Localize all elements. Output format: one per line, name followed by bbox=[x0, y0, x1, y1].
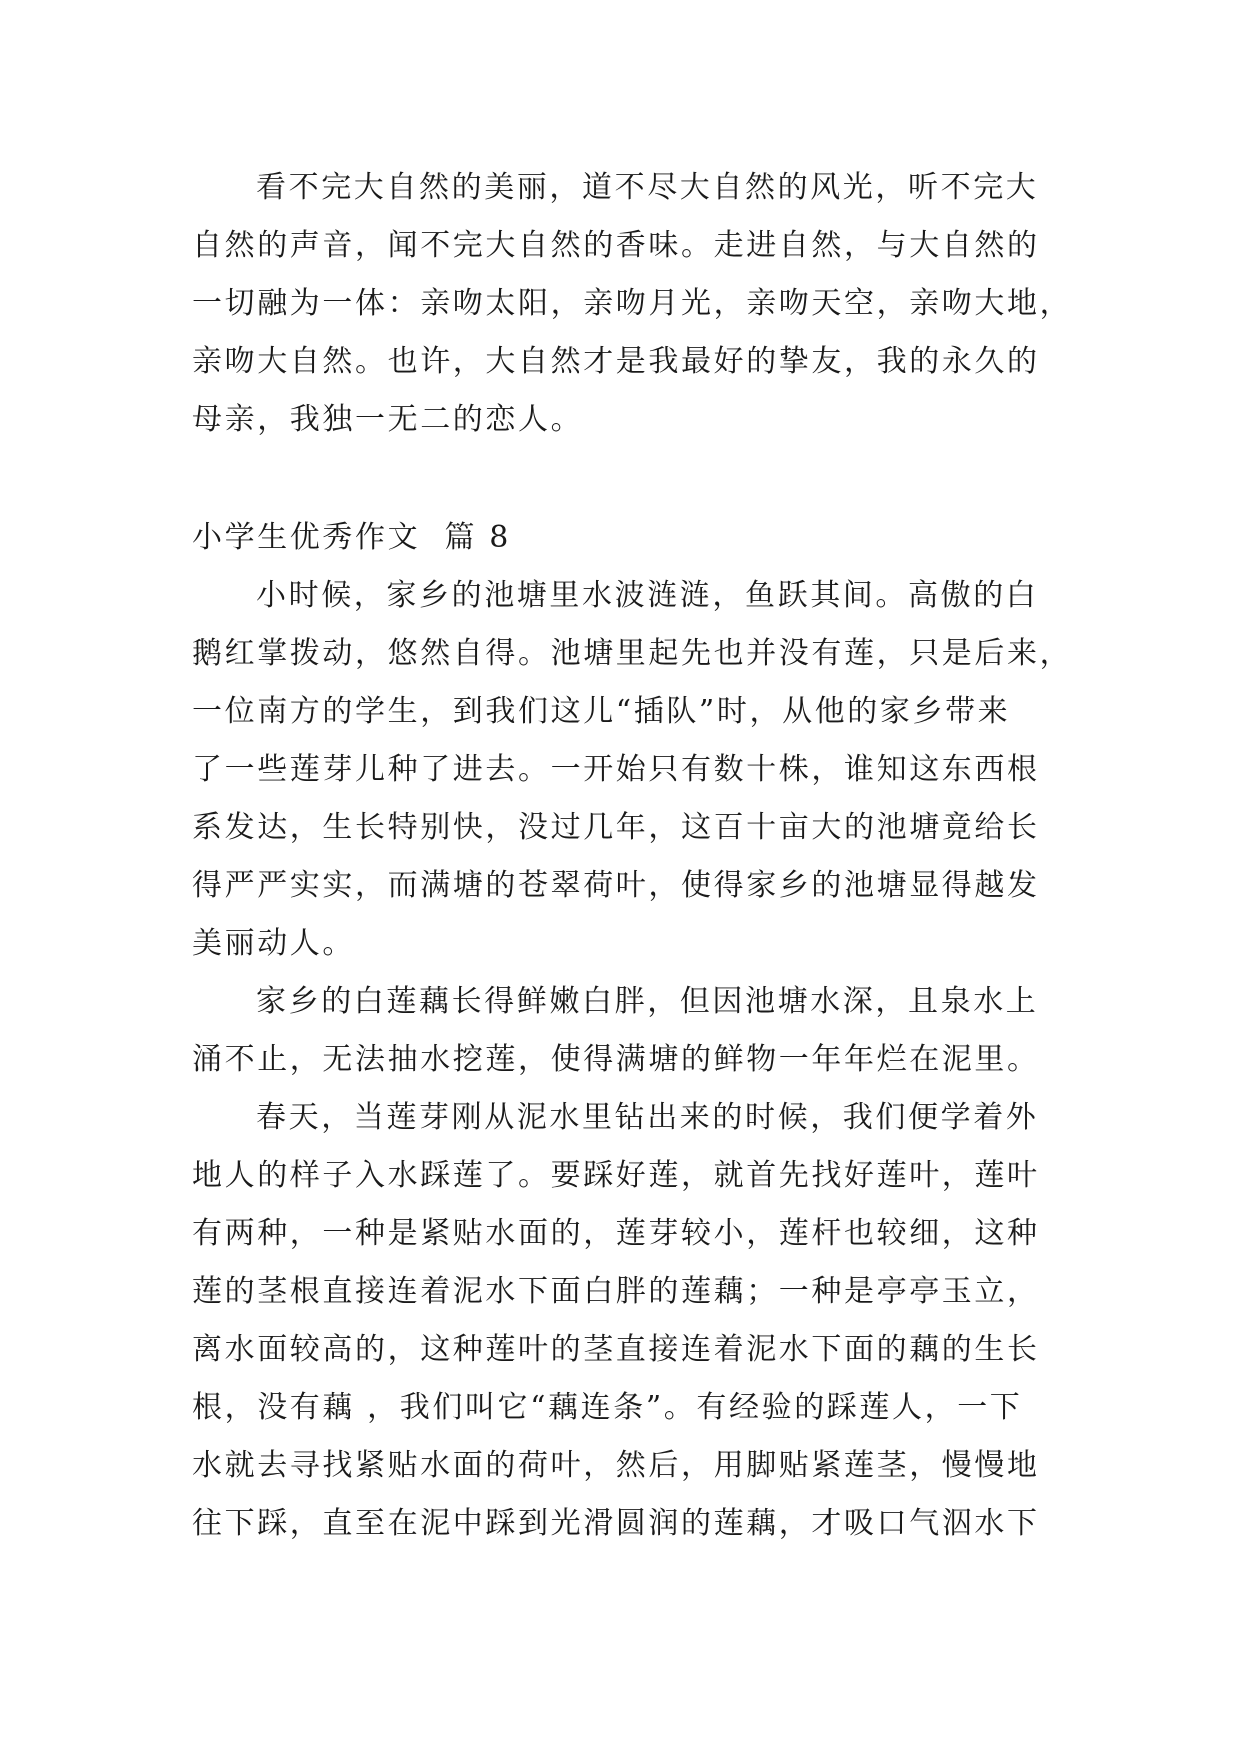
paragraph-line: 亲吻大自然。也许，大自然才是我最好的挚友，我的永久的 bbox=[192, 344, 1040, 379]
paragraph-line: 自然的声音，闻不完大自然的香味。走进自然，与大自然的 bbox=[192, 228, 1040, 263]
paragraph-line: 春天，当莲芽刚从泥水里钻出来的时候，我们便学着外 bbox=[256, 1100, 1039, 1135]
paragraph-line: 莲的茎根直接连着泥水下面白胖的莲藕；一种是亭亭玉立， bbox=[192, 1274, 1040, 1309]
paragraph-line: 根，没有藕 ，我们叫它“藕连条”。有经验的踩莲人，一下 bbox=[192, 1390, 1023, 1425]
paragraph-line: 了一些莲芽儿种了进去。一开始只有数十株，谁知这东西根 bbox=[192, 752, 1040, 787]
paragraph-line: 有两种，一种是紧贴水面的，莲芽较小，莲杆也较细，这种 bbox=[192, 1216, 1040, 1251]
paragraph-line: 系发达，生长特别快，没过几年，这百十亩大的池塘竟给长 bbox=[192, 810, 1040, 845]
paragraph-line: 母亲，我独一无二的恋人。 bbox=[192, 402, 584, 437]
paragraph-line: 美丽动人。 bbox=[192, 926, 355, 961]
paragraph-line: 地人的样子入水踩莲了。要踩好莲，就首先找好莲叶，莲叶 bbox=[192, 1158, 1040, 1193]
paragraph-line: 水就去寻找紧贴水面的荷叶，然后，用脚贴紧莲茎，慢慢地 bbox=[192, 1448, 1040, 1483]
paragraph-line: 涌不止，无法抽水挖莲，使得满塘的鲜物一年年烂在泥里。 bbox=[192, 1042, 1040, 1077]
paragraph-line: 鹅红掌拨动，悠然自得。池塘里起先也并没有莲，只是后来， bbox=[192, 636, 1073, 671]
paragraph-line: 往下踩，直至在泥中踩到光滑圆润的莲藕，才吸口气泅水下 bbox=[192, 1506, 1040, 1541]
section-title: 小学生优秀作文 篇 8 bbox=[192, 520, 511, 555]
paragraph-line: 离水面较高的，这种莲叶的茎直接连着泥水下面的藕的生长 bbox=[192, 1332, 1040, 1367]
paragraph-line: 小时候，家乡的池塘里水波涟涟，鱼跃其间。高傲的白 bbox=[256, 578, 1039, 613]
paragraph-line: 一切融为一体：亲吻太阳，亲吻月光，亲吻天空，亲吻大地， bbox=[192, 286, 1073, 321]
paragraph-line: 得严严实实，而满塘的苍翠荷叶，使得家乡的池塘显得越发 bbox=[192, 868, 1040, 903]
paragraph-line: 家乡的白莲藕长得鲜嫩白胖，但因池塘水深，且泉水上 bbox=[256, 984, 1039, 1019]
paragraph-line: 一位南方的学生，到我们这儿“插队”时，从他的家乡带来 bbox=[192, 694, 1011, 729]
paragraph-line: 看不完大自然的美丽，道不尽大自然的风光，听不完大 bbox=[256, 170, 1039, 205]
